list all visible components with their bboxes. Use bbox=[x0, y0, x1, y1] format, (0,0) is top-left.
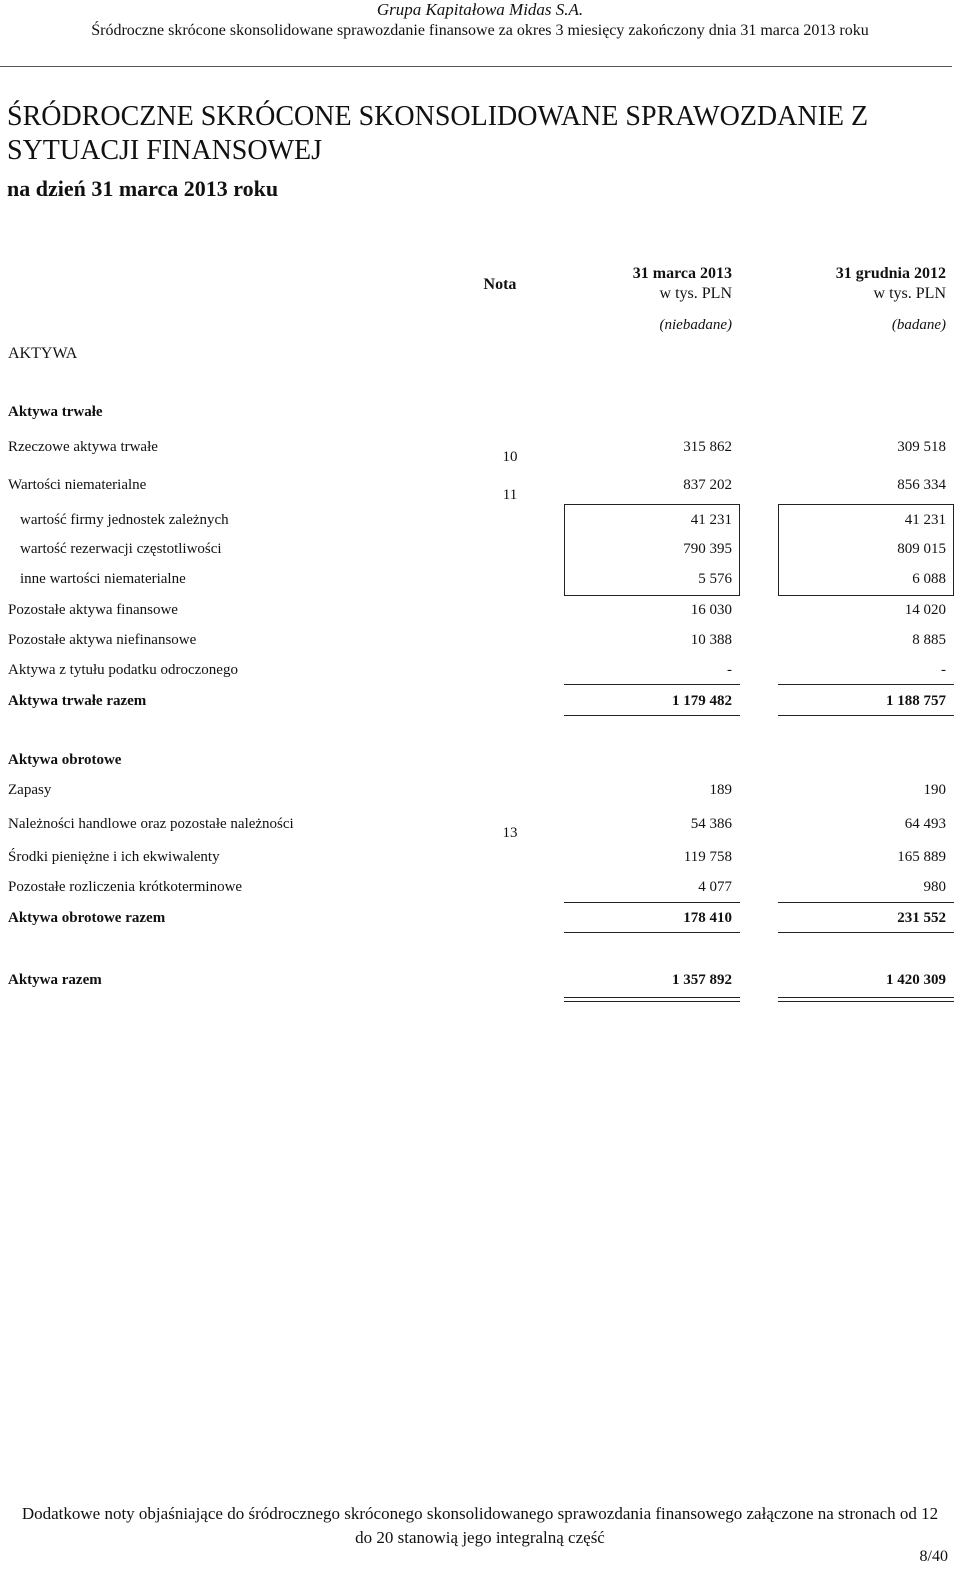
subtotal-rule-2013 bbox=[564, 902, 740, 903]
table-row-label: Środki pieniężne i ich ekwiwalenty bbox=[8, 849, 220, 865]
table-row-value-2012: 190 bbox=[923, 782, 946, 798]
header-divider bbox=[0, 66, 952, 67]
total-assets-2012: 1 420 309 bbox=[886, 972, 946, 988]
total-assets-2013: 1 357 892 bbox=[672, 972, 732, 988]
table-row-note: 10 bbox=[502, 449, 518, 465]
column-header-unit-1: w tys. PLN bbox=[659, 285, 732, 302]
page-subtitle: na dzień 31 marca 2013 roku bbox=[7, 176, 279, 201]
current-assets-total-label: Aktywa obrotowe razem bbox=[8, 910, 166, 926]
total-assets-label: Aktywa razem bbox=[8, 972, 102, 988]
table-row-value-2013: 5 576 bbox=[698, 571, 732, 587]
total-rule-2012 bbox=[778, 715, 954, 716]
report-title: Śródroczne skrócone skonsolidowane sprawozdanie finansowe za okres 3 miesięcy zakończony dnia 31 marca 2013 roku bbox=[91, 22, 869, 39]
table-row-value-2012: 6 088 bbox=[912, 571, 946, 587]
table-row-label: Pozostałe aktywa finansowe bbox=[8, 602, 178, 618]
table-row-value-2013: 790 395 bbox=[683, 541, 732, 557]
table-row-label: Pozostałe rozliczenia krótkoterminowe bbox=[8, 879, 243, 895]
table-row-value-2012: 309 518 bbox=[897, 439, 946, 455]
table-row-label: wartość rezerwacji częstotliwości bbox=[20, 541, 222, 557]
total-rule-2012 bbox=[778, 932, 954, 933]
table-row-value-2013: 16 030 bbox=[690, 602, 732, 618]
current-assets-total-2012: 231 552 bbox=[897, 910, 946, 926]
table-row-value-2012: 809 015 bbox=[897, 541, 946, 557]
table-row-value-2013: - bbox=[727, 662, 732, 678]
page-title-line1: ŚRÓDROCZNE SKRÓCONE SKONSOLIDOWANE SPRAWOZDANIE Z bbox=[7, 101, 869, 132]
table-row-label: Aktywa z tytułu podatku odroczonego bbox=[8, 662, 238, 678]
fixed-assets-total-label: Aktywa trwałe razem bbox=[8, 693, 147, 709]
current-assets-total-2013: 178 410 bbox=[683, 910, 732, 926]
page-number: 8/40 bbox=[919, 1548, 948, 1565]
footer-note: Dodatkowe noty objaśniające do śródrocznego skróconego skonsolidowanego sprawozdania finansowego załączone na stronach od 12 do 20 stanowią jego integralną część bbox=[21, 1504, 939, 1547]
section-assets-label: AKTYWA bbox=[8, 345, 78, 362]
table-row-value-2013: 10 388 bbox=[690, 632, 732, 648]
table-row-value-2013: 189 bbox=[709, 782, 732, 798]
column-header-status-2: (badane) bbox=[891, 317, 946, 333]
column-header-date-2: 31 grudnia 2012 bbox=[835, 265, 946, 282]
table-row-value-2012: - bbox=[941, 662, 946, 678]
table-row-value-2012: 64 493 bbox=[904, 816, 946, 832]
table-row-value-2013: 54 386 bbox=[690, 816, 732, 832]
fixed-assets-total-2012: 1 188 757 bbox=[886, 693, 946, 709]
fixed-assets-heading: Aktywa trwałe bbox=[8, 404, 103, 420]
table-row-label: Zapasy bbox=[8, 782, 52, 798]
company-name: Grupa Kapitałowa Midas S.A. bbox=[376, 0, 584, 19]
table-row-value-2012: 14 020 bbox=[904, 602, 946, 618]
table-row-value-2012: 41 231 bbox=[904, 512, 946, 528]
table-row-label: inne wartości niematerialne bbox=[20, 571, 186, 587]
table-row-value-2012: 980 bbox=[923, 879, 946, 895]
fixed-assets-total-2013: 1 179 482 bbox=[672, 693, 732, 709]
table-row-value-2013: 119 758 bbox=[683, 849, 732, 865]
table-row-value-2013: 837 202 bbox=[683, 477, 732, 493]
column-header-unit-2: w tys. PLN bbox=[873, 285, 946, 302]
table-row-note: 13 bbox=[502, 825, 518, 841]
page-title-line2: SYTUACJI FINANSOWEJ bbox=[7, 135, 323, 166]
table-row-note: 11 bbox=[502, 487, 518, 503]
table-row-value-2013: 315 862 bbox=[683, 439, 732, 455]
table-row-value-2012: 856 334 bbox=[897, 477, 946, 493]
column-header-status-1: (niebadane) bbox=[659, 317, 732, 333]
table-row-label: Rzeczowe aktywa trwałe bbox=[8, 439, 158, 455]
table-row-value-2013: 41 231 bbox=[690, 512, 732, 528]
total-rule-2013 bbox=[564, 932, 740, 933]
column-header-note: Nota bbox=[483, 276, 517, 293]
current-assets-heading: Aktywa obrotowe bbox=[8, 752, 122, 768]
table-row-value-2012: 8 885 bbox=[912, 632, 946, 648]
table-row-label: Wartości niematerialne bbox=[8, 477, 147, 493]
table-row-value-2013: 4 077 bbox=[698, 879, 732, 895]
table-row-label: Należności handlowe oraz pozostałe należności bbox=[8, 816, 294, 832]
table-row-label: wartość firmy jednostek zależnych bbox=[20, 512, 229, 528]
subtotal-rule-2012 bbox=[778, 902, 954, 903]
table-row-value-2012: 165 889 bbox=[897, 849, 946, 865]
grand-total-double-rule-2012 bbox=[778, 997, 954, 1002]
subtotal-rule-2012 bbox=[778, 684, 954, 685]
column-header-date-1: 31 marca 2013 bbox=[632, 265, 732, 282]
grand-total-double-rule-2013 bbox=[564, 997, 740, 1002]
subtotal-rule-2013 bbox=[564, 684, 740, 685]
total-rule-2013 bbox=[564, 715, 740, 716]
table-row-label: Pozostałe aktywa niefinansowe bbox=[8, 632, 197, 648]
